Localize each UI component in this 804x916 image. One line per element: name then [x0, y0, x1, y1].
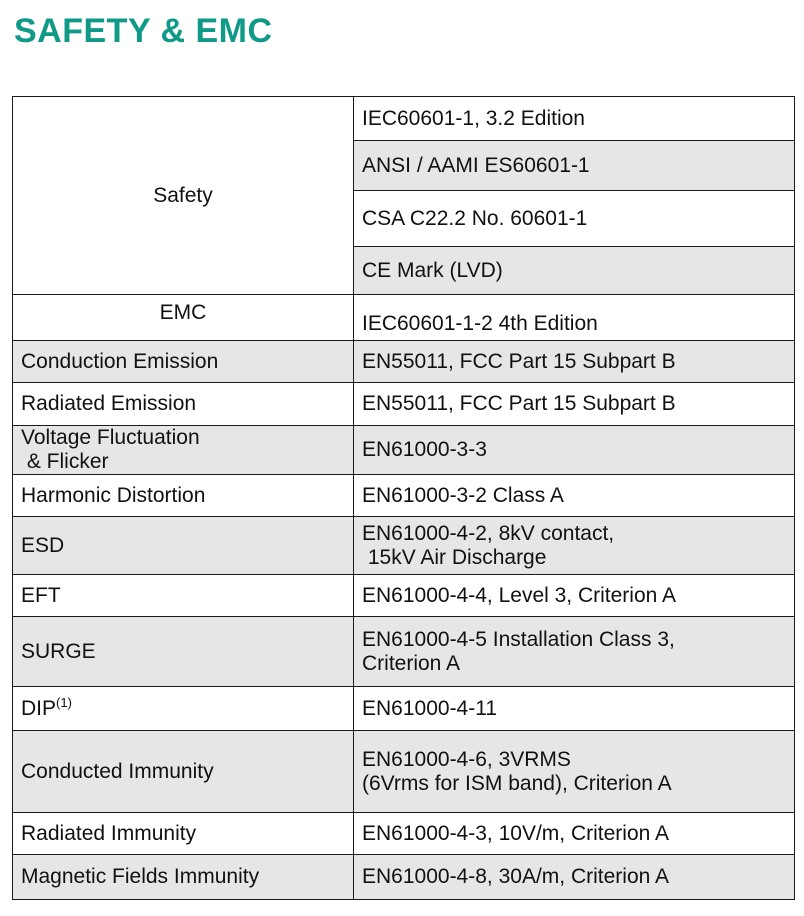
- table-row: [13, 731, 795, 813]
- test-item-cell: [13, 813, 354, 855]
- standard-cell: [354, 575, 795, 617]
- test-item-cell: [13, 617, 354, 687]
- test-item-cell: [13, 855, 354, 900]
- test-item-label: DIP$^{(1)}$: [21, 694, 72, 720]
- test-item-cell: [13, 687, 354, 731]
- table-row: [13, 97, 795, 141]
- test-item-label: Harmonic Distortion: [21, 483, 206, 507]
- safety-standard-cell: CSA C22.2 No. 60601-1: [354, 191, 795, 247]
- test-item-cell: [13, 383, 354, 426]
- standard-text: Criterion A: [362, 651, 461, 675]
- test-item-cell: [13, 575, 354, 617]
- safety-emc-table: [12, 96, 795, 900]
- standard-cell: [354, 617, 795, 687]
- standard-text: EN61000-4-8, 30A/m, Criterion A: [362, 865, 669, 888]
- table-row: [13, 426, 795, 475]
- standard-text: EN61000-4-3, 10V/m, Criterion A: [362, 821, 669, 845]
- test-item-label: & Flicker: [21, 450, 109, 473]
- table-row: [13, 575, 795, 617]
- page-title: SAFETY & EMC: [14, 12, 273, 50]
- standard-text: EN61000-3-2 Class A: [362, 483, 564, 507]
- standard-cell: [354, 687, 795, 731]
- emc-label-cell: EMC: [13, 295, 354, 341]
- footnote-marker: (1): [56, 694, 72, 710]
- table-row: [13, 687, 795, 731]
- table-row: [13, 617, 795, 687]
- standard-cell: [354, 341, 795, 383]
- test-item-label: Radiated Immunity: [21, 821, 197, 845]
- emc-standard-cell: IEC60601-1-2 4th Edition: [354, 295, 795, 341]
- standard-text: EN55011, FCC Part 15 Subpart B: [362, 392, 676, 415]
- standard-cell: [354, 426, 795, 475]
- table-row: [13, 383, 795, 426]
- test-item-label: Magnetic Fields Immunity: [21, 865, 260, 888]
- standard-text: EN61000-4-5 Installation Class 3,: [362, 627, 675, 651]
- test-item-label: Radiated Emission: [21, 392, 197, 415]
- standard-text: EN61000-3-3: [362, 438, 487, 461]
- test-item-cell: [13, 731, 354, 813]
- standard-cell: [354, 731, 795, 813]
- test-item-cell: [13, 341, 354, 383]
- safety-standard-cell: CE Mark (LVD): [354, 247, 795, 295]
- test-item-label: EFT: [21, 583, 61, 607]
- safety-label-cell: Safety: [13, 97, 354, 295]
- test-item-label: SURGE: [21, 639, 96, 663]
- table-row: [13, 813, 795, 855]
- test-item-cell: [13, 517, 354, 575]
- standard-text: EN61000-4-6, 3VRMS: [362, 747, 571, 771]
- safety-standard-cell: ANSI / AAMI ES60601-1: [354, 141, 795, 191]
- standard-text: EN61000-4-4, Level 3, Criterion A: [362, 583, 677, 607]
- safety-standard-cell: IEC60601-1, 3.2 Edition: [354, 97, 795, 141]
- standard-cell: [354, 813, 795, 855]
- standard-text: (6Vrms for ISM band), Criterion A: [362, 771, 672, 795]
- standard-cell: [354, 517, 795, 575]
- standard-cell: [354, 475, 795, 517]
- test-item-label: Conduction Emission: [21, 349, 219, 373]
- test-item-label: Voltage Fluctuation: [21, 426, 200, 449]
- standard-cell: [354, 383, 795, 426]
- table-row: [13, 295, 795, 341]
- standard-text: 15kV Air Discharge: [362, 545, 547, 569]
- standard-text: EN61000-4-11: [362, 696, 498, 720]
- test-item-label: ESD: [21, 533, 65, 557]
- table-row: [13, 855, 795, 900]
- test-item-label: Conducted Immunity: [21, 759, 214, 783]
- table-row: [13, 517, 795, 575]
- test-item-cell: [13, 426, 354, 475]
- test-item-cell: [13, 475, 354, 517]
- standard-cell: [354, 855, 795, 900]
- standard-text: EN55011, FCC Part 15 Subpart B: [362, 349, 676, 373]
- standard-text: EN61000-4-2, 8kV contact,: [362, 521, 615, 545]
- table-row: [13, 341, 795, 383]
- table-row: [13, 475, 795, 517]
